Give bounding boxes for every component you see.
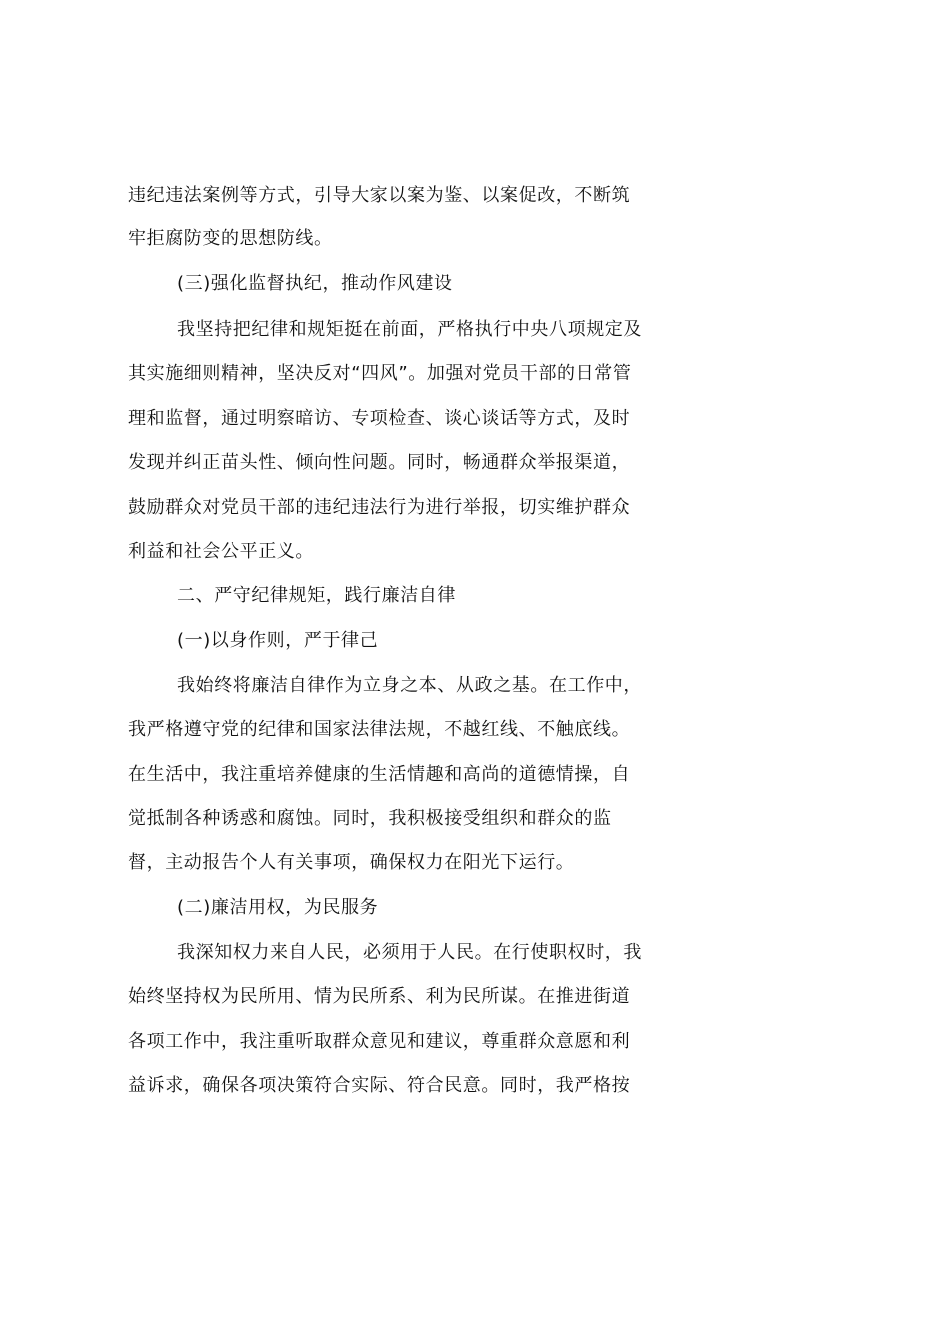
body-text-line: 牢拒腐防变的思想防线。 — [128, 228, 333, 249]
body-text-line: 各项工作中，我注重听取群众意见和建议，尊重群众意愿和利 — [128, 1031, 631, 1052]
body-text-line: 我始终将廉洁自律作为立身之本、从政之基。在工作中， — [177, 675, 642, 696]
body-text-line: 利益和社会公平正义。 — [128, 541, 314, 562]
body-text-line: 我深知权力来自人民，必须用于人民。在行使职权时，我 — [177, 942, 642, 963]
body-text-line: 其实施细则精神，坚决反对“四风”。加强对党员干部的日常管 — [128, 363, 632, 384]
body-text-line: 益诉求，确保各项决策符合实际、符合民意。同时，我严格按 — [128, 1075, 631, 1096]
body-text-line: 发现并纠正苗头性、倾向性问题。同时，畅通群众举报渠道， — [128, 452, 631, 473]
body-text-line: 我严格遵守党的纪律和国家法律法规，不越红线、不触底线。 — [128, 719, 631, 740]
body-text-line: 鼓励群众对党员干部的违纪违法行为进行举报，切实维护群众 — [128, 497, 631, 518]
body-text-line: 理和监督，通过明察暗访、专项检查、谈心谈话等方式，及时 — [128, 408, 631, 429]
chapter-heading: 二、严守纪律规矩，践行廉洁自律 — [177, 585, 456, 606]
section-heading: (三)强化监督执纪，推动作风建设 — [177, 273, 453, 294]
body-text-line: 督，主动报告个人有关事项，确保权力在阳光下运行。 — [128, 852, 575, 873]
section-heading: (二)廉洁用权，为民服务 — [177, 897, 379, 918]
body-text-line: 始终坚持权为民所用、情为民所系、利为民所谋。在推进街道 — [128, 986, 631, 1007]
body-text-line: 觉抵制各种诱惑和腐蚀。同时，我积极接受组织和群众的监 — [128, 808, 612, 829]
body-text-line: 我坚持把纪律和规矩挺在前面，严格执行中央八项规定及 — [177, 319, 642, 340]
body-text-line: 违纪违法案例等方式，引导大家以案为鉴、以案促改，不断筑 — [128, 185, 631, 206]
body-text-line: 在生活中，我注重培养健康的生活情趣和高尚的道德情操，自 — [128, 764, 631, 785]
section-heading: (一)以身作则，严于律己 — [177, 630, 379, 651]
